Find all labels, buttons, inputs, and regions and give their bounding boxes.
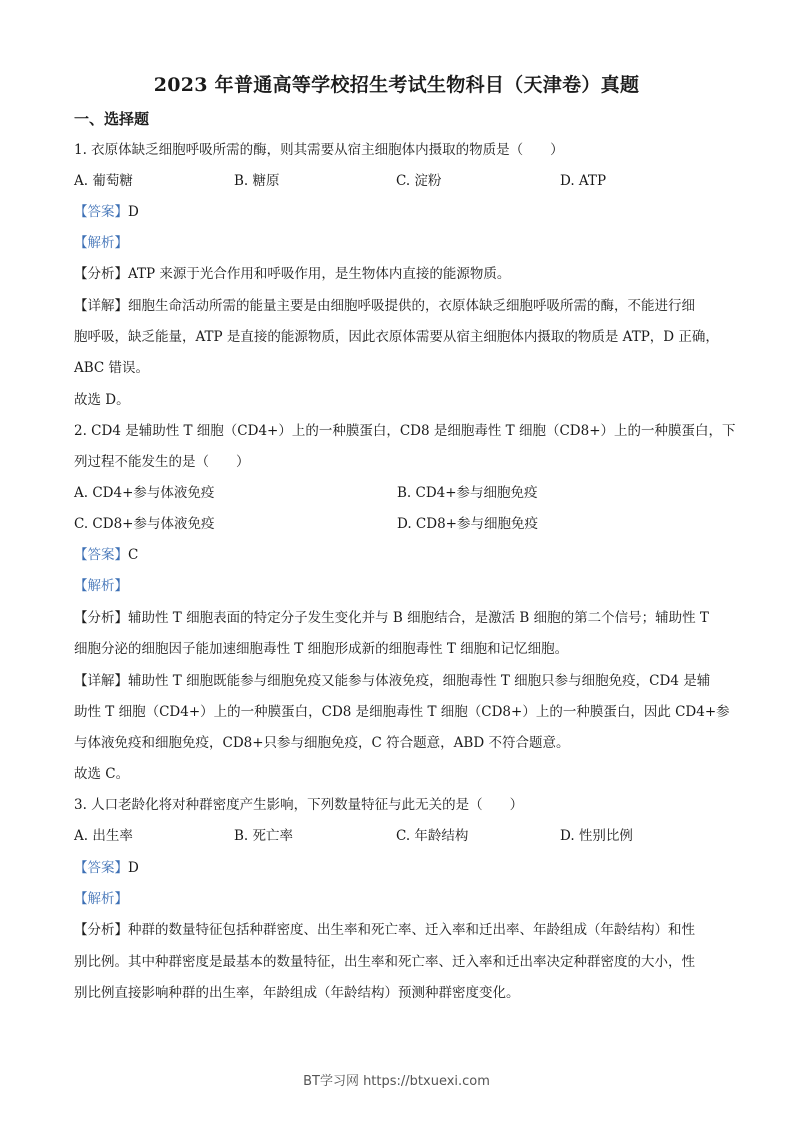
q3-answer-value: D: [128, 860, 139, 876]
xiangjie-tag: 【详解】: [74, 673, 128, 689]
q2-fenxi-line-2: 细胞分泌的细胞因子能加速细胞毒性 T 细胞形成新的细胞毒性 T 细胞和记忆细胞。: [74, 641, 569, 657]
q3-fenxi-text-1: 种群的数量特征包括种群密度、出生率和死亡率、迁入率和迁出率、年龄组成（年龄结构）和性: [128, 922, 695, 938]
q3-fenxi: [74, 920, 695, 940]
q2-option-c: C. CD8+参与体液免疫: [74, 516, 215, 532]
q1-option-a: A. 葡萄糖: [74, 173, 133, 189]
q2-answer: [74, 545, 138, 565]
q2-conclusion: 故选 C。: [74, 766, 130, 782]
q3-fenxi-line-3: 别比例直接影响种群的出生率，年龄组成（年龄结构）预测种群密度变化。: [74, 985, 520, 1001]
q1-answer-value: D: [128, 204, 139, 220]
q1-xiangjie-line-2: 胞呼吸，缺乏能量，ATP 是直接的能源物质，因此衣原体需要从宿主细胞体内摄取的物质是 ATP，D 正确，: [74, 329, 719, 345]
q3-fenxi-line-2: 别比例。其中种群密度是最基本的数量特征，出生率和死亡率、迁入率和迁出率决定种群密度的大小，性: [74, 954, 695, 970]
q1-xiangjie-text-1: 细胞生命活动所需的能量主要是由细胞呼吸提供的，衣原体缺乏细胞呼吸所需的酶，不能进行细: [128, 298, 695, 314]
q2-xiangjie-text-1: 辅助性 T 细胞既能参与细胞免疫又能参与体液免疫，细胞毒性 T 细胞只参与细胞免疫，CD4 是辅: [128, 673, 711, 689]
q3-option-a: A. 出生率: [74, 828, 133, 844]
q2-option-b: B. CD4+参与细胞免疫: [397, 485, 538, 501]
q2-fenxi: [74, 608, 709, 628]
page-title: 2023 年普通高等学校招生考试生物科目（天津卷）真题: [153, 74, 640, 96]
fenxi-tag: 【分析】: [74, 266, 128, 282]
xiangjie-tag: 【详解】: [74, 298, 128, 314]
q3-stem: 3. 人口老龄化将对种群密度产生影响，下列数量特征与此无关的是（ ）: [74, 797, 524, 813]
q1-xiangjie: [74, 296, 695, 316]
q3-option-c: C. 年龄结构: [396, 828, 469, 844]
q2-stem-line-2: 列过程不能发生的是（ ）: [74, 454, 250, 470]
q3-option-d: D. 性别比例: [560, 828, 633, 844]
q2-analysis: [74, 576, 128, 596]
answer-tag: 【答案】: [74, 204, 128, 220]
q2-fenxi-text-1: 辅助性 T 细胞表面的特定分子发生变化并与 B 细胞结合，是激活 B 细胞的第二个信号；辅助性 T: [128, 610, 709, 626]
q1-answer: [74, 202, 139, 222]
q2-option-d: D. CD8+参与细胞免疫: [397, 516, 538, 532]
q1-stem: 1. 衣原体缺乏细胞呼吸所需的酶，则其需要从宿主细胞体内摄取的物质是（ ）: [74, 142, 564, 158]
section-heading: 一、选择题: [74, 110, 150, 128]
q1-fenxi: [74, 264, 510, 284]
q3-option-b: B. 死亡率: [234, 828, 294, 844]
q1-analysis: [74, 233, 128, 253]
q1-xiangjie-line-3: ABC 错误。: [74, 360, 150, 376]
q2-stem-line-1: 2. CD4 是辅助性 T 细胞（CD4+）上的一种膜蛋白，CD8 是细胞毒性 T 细胞（CD8+）上的一种膜蛋白，下: [74, 423, 736, 439]
q1-option-d: D. ATP: [560, 173, 607, 189]
analysis-tag: 【解析】: [74, 891, 128, 907]
fenxi-tag: 【分析】: [74, 610, 128, 626]
q2-xiangjie-line-3: 与体液免疫和细胞免疫，CD8+只参与细胞免疫，C 符合题意，ABD 不符合题意。: [74, 735, 570, 751]
q1-option-b: B. 糖原: [234, 173, 280, 189]
answer-tag: 【答案】: [74, 860, 128, 876]
analysis-tag: 【解析】: [74, 235, 128, 251]
q3-analysis: [74, 889, 128, 909]
q1-conclusion: 故选 D。: [74, 392, 130, 408]
q2-xiangjie: [74, 671, 710, 691]
q2-xiangjie-line-2: 助性 T 细胞（CD4+）上的一种膜蛋白，CD8 是细胞毒性 T 细胞（CD8+）上的一种膜蛋白，因此 CD4+参: [74, 704, 730, 720]
fenxi-tag: 【分析】: [74, 922, 128, 938]
q1-fenxi-text: ATP 来源于光合作用和呼吸作用，是生物体内直接的能源物质。: [128, 266, 511, 282]
q1-option-c: C. 淀粉: [396, 173, 442, 189]
q2-option-a: A. CD4+参与体液免疫: [74, 485, 215, 501]
analysis-tag: 【解析】: [74, 578, 128, 594]
footer-watermark[interactable]: BT学习网 https://btxuexi.com: [303, 1074, 490, 1089]
q3-answer: [74, 858, 139, 878]
q2-answer-value: C: [128, 547, 139, 563]
answer-tag: 【答案】: [74, 547, 128, 563]
